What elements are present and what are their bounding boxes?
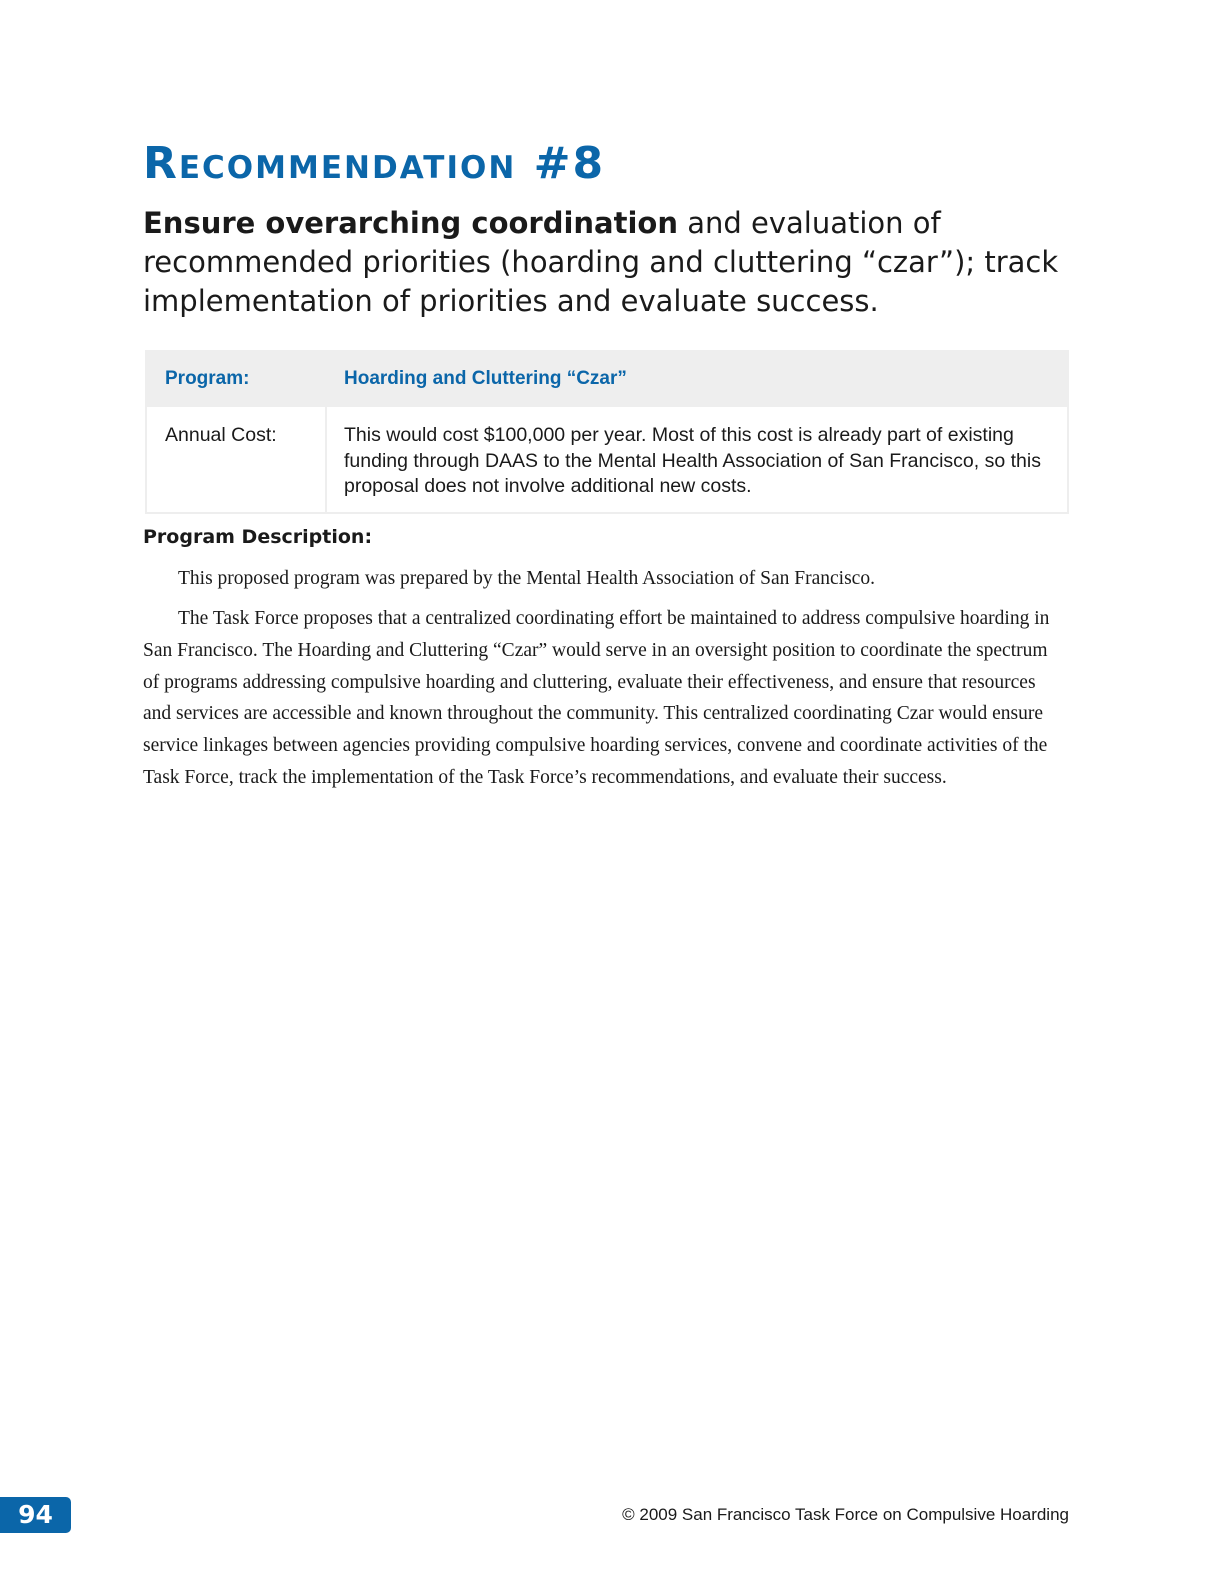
annual-cost-value: This would cost $100,000 per year. Most of this cost is already part of existing funding through DAAS to the Mental Health Association of San Francisco, so this proposal does not involve additional new costs.: [326, 406, 1068, 513]
footer-copyright: © 2009 San Francisco Task Force on Compulsive Hoarding: [622, 1505, 1069, 1524]
annual-cost-row: [146, 406, 1068, 513]
description-paragraph-1: This proposed program was prepared by the Mental Health Association of San Francisco.: [178, 568, 875, 589]
program-summary-table: [145, 350, 1069, 514]
page-title: Recommendation #8: [143, 138, 606, 189]
program-description-heading: Program Description:: [143, 526, 373, 548]
program-label: Program:: [146, 351, 326, 406]
page-number-badge: 94: [0, 1497, 71, 1533]
program-value: Hoarding and Cluttering “Czar”: [326, 351, 1068, 406]
program-row: [146, 351, 1068, 406]
description-paragraph-2: The Task Force proposes that a centralized coordinating effort be maintained to address compulsive hoarding in San Francisco. The Hoarding and Cluttering “Czar” would serve in an oversight position to coordinate the spectrum of programs addressing compulsive hoarding and cluttering, evaluate their effectiveness, and ensure that resources and services are accessible and known throughout the community. This centralized coordinating Czar would ensure service linkages between agencies providing compulsive hoarding services, convene and coordinate activities of the Task Force, track the implementation of the Task Force’s recommendations, and evaluate their success.: [143, 608, 1050, 788]
subtitle-rest: and evaluation of recommended priorities (hoarding and cluttering “czar”); track implementation of priorities and evaluate success.: [143, 206, 1059, 318]
recommendation-subtitle: [143, 204, 1083, 321]
subtitle-lead: Ensure overarching coordination: [143, 206, 678, 240]
annual-cost-label: Annual Cost:: [146, 406, 326, 513]
